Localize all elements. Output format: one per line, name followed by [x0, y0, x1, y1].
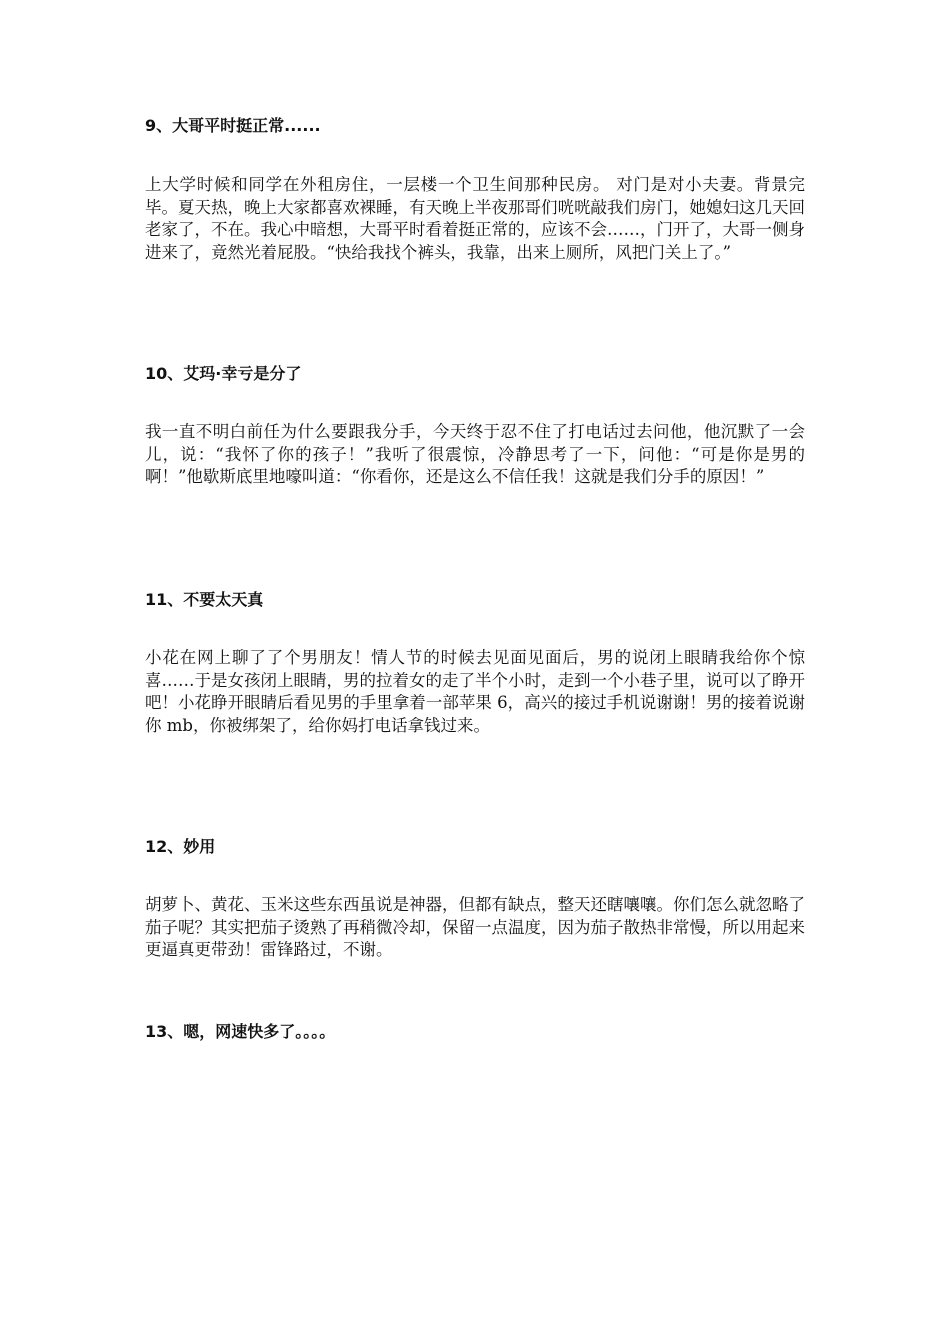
section-12-heading: 12、妙用 [145, 837, 216, 856]
section-10-heading: 10、艾玛·幸亏是分了 [145, 364, 302, 383]
section-12-body: 胡萝卜、黄花、玉米这些东西虽说是神器，但都有缺点，整天还瞎嚷嚷。你们怎么就忽略了茄子呢？其实把茄子烫熟了再稍微冷却，保留一点温度，因为茄子散热非常慢，所以用起来更逼真更带劲！雷锋路过，不谢。 [145, 895, 805, 959]
section-13-heading: 13、嗯，网速快多了。。。。 [145, 1022, 336, 1041]
section-10-body: 我一直不明白前任为什么要跟我分手，今天终于忍不住了打电话过去问他，他沉默了一会儿，说：“我怀了你的孩子！”我听了很震惊，冷静思考了一下，问他：“可是你是男的啊！”他歇斯底里地嚎叫道：“你看你，还是这么不信任我！这就是我们分手的原因！” [145, 422, 805, 486]
section-11-body: 小花在网上聊了了个男朋友！情人节的时候去见面见面后，男的说闭上眼睛我给你个惊喜……于是女孩闭上眼睛，男的拉着女的走了半个小时，走到一个小巷子里，说可以了睁开吧！小花睁开眼睛后看见男的手里拿着一部苹果 6，高兴的接过手机说谢谢！男的接着说谢你 mb，你被绑架了，给你妈打电话拿钱过来。 [145, 648, 805, 735]
section-11-heading: 11、不要太天真 [145, 590, 264, 609]
section-9-body: 上大学时候和同学在外租房住，一层楼一个卫生间那种民房。 对门是对小夫妻。背景完毕。夏天热，晚上大家都喜欢裸睡，有天晚上半夜那哥们咣咣敲我们房门，她媳妇这几天回老家了，不在。我心中暗想，大哥平时看着挺正常的，应该不会……，门开了，大哥一侧身进来了，竟然光着屁股。“快给我找个裤头，我靠，出来上厕所，风把门关上了。” [145, 175, 805, 262]
section-9-heading: 9、大哥平时挺正常...... [145, 116, 321, 135]
